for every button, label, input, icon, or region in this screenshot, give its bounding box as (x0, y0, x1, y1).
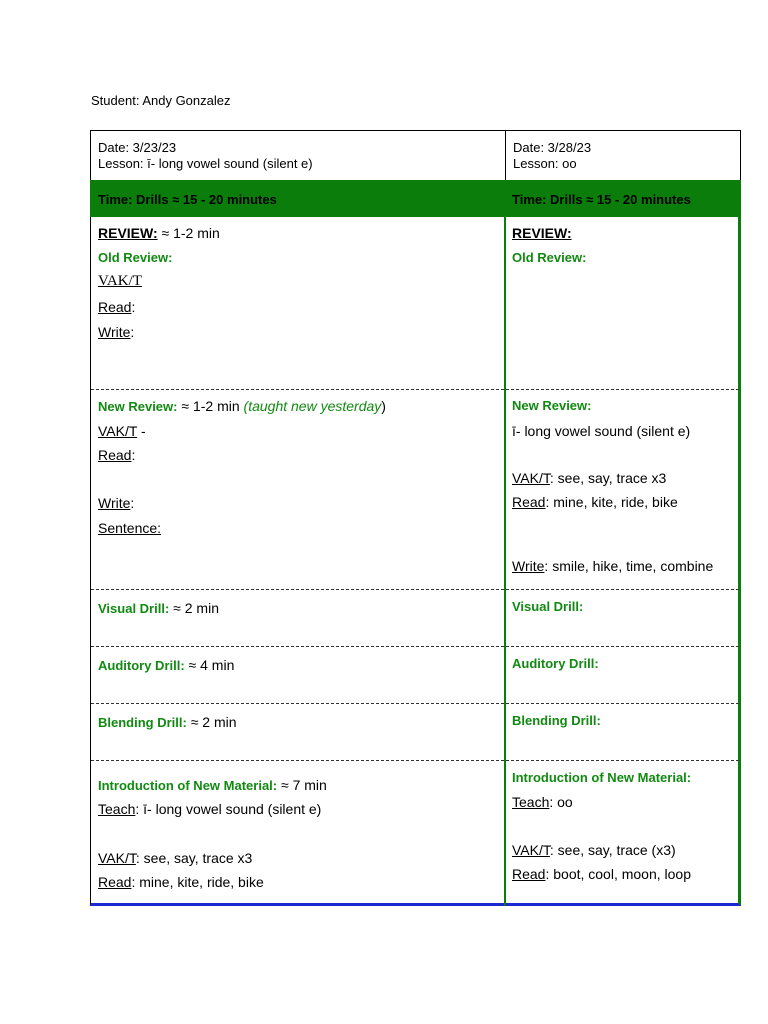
nr-read-label-right: Read (512, 494, 546, 510)
intro-read-row-right (512, 866, 691, 882)
auditory-drill-label-right: Auditory Drill: (512, 656, 599, 671)
nr-write-label: Write (98, 495, 131, 511)
time-bar (90, 180, 741, 217)
date-left: Date: 3/23/23 (98, 140, 177, 155)
read-row (98, 299, 135, 315)
row-divider (91, 589, 739, 590)
intro-vakt-row-left (98, 850, 252, 866)
intro-label: Introduction of New Material: (98, 778, 278, 793)
visual-drill-left (98, 600, 219, 616)
intro-label-right: Introduction of New Material: (512, 770, 692, 785)
intro-vakt-value-right: : see, say, trace (x3) (549, 842, 676, 858)
nr-vakt-label: VAK/T (98, 423, 138, 439)
teach-label-right: Teach (512, 794, 550, 810)
teach-row-left (98, 801, 321, 817)
row-divider (91, 703, 739, 704)
time-bar-right: Time: Drills ≈ 15 - 20 minutes (512, 192, 691, 207)
intro-read-label: Read (98, 874, 132, 890)
lesson-right: Lesson: oo (513, 156, 577, 171)
lesson-header-right (505, 130, 741, 180)
blending-drill-time: ≈ 2 min (186, 714, 237, 730)
new-review-time: ≈ 1-2 min (177, 398, 244, 414)
blending-drill-left (98, 714, 237, 730)
intro-vakt-row-right (512, 842, 676, 858)
date-right: Date: 3/28/23 (513, 140, 592, 155)
teach-value-right: : oo (549, 794, 573, 810)
read-suffix: : (131, 299, 136, 315)
nr-read-row (98, 447, 135, 463)
write-suffix: : (130, 324, 135, 340)
vakt-label: VAK/T (98, 273, 142, 289)
visual-drill-label-right: Visual Drill: (512, 599, 584, 614)
intro-read-value-right: : boot, cool, moon, loop (545, 866, 692, 882)
new-review-note: (taught new yesterday (243, 398, 382, 414)
time-bar-left: Time: Drills ≈ 15 - 20 minutes (98, 192, 277, 207)
lesson-left: Lesson: ī- long vowel sound (silent e) (98, 156, 313, 171)
visual-drill-time: ≈ 2 min (169, 600, 219, 616)
auditory-drill-left (98, 657, 234, 673)
nr-vakt-suffix: - (137, 423, 146, 439)
nr-write-row-right (512, 558, 713, 574)
blending-drill-label-right: Blending Drill: (512, 713, 601, 728)
visual-drill-label: Visual Drill: (98, 601, 170, 616)
student-name: Student: Andy Gonzalez (91, 93, 231, 108)
blending-drill-label: Blending Drill: (98, 715, 187, 730)
new-review-label-right: New Review: (512, 398, 592, 413)
nr-write-suffix: : (130, 495, 135, 511)
intro-vakt-label-right: VAK/T (512, 842, 550, 858)
nr-read-value-right: : mine, kite, ride, bike (545, 494, 678, 510)
new-review-label: New Review: (98, 399, 178, 414)
auditory-drill-time: ≈ 4 min (184, 657, 235, 673)
intro-read-value: : mine, kite, ride, bike (131, 874, 264, 890)
row-divider (91, 646, 739, 647)
nr-read-label: Read (98, 447, 132, 463)
intro-vakt-value: : see, say, trace x3 (135, 850, 253, 866)
intro-time: ≈ 7 min (277, 777, 327, 793)
write-label: Write (98, 324, 131, 340)
column-divider (504, 180, 506, 906)
intro-vakt-label: VAK/T (98, 850, 136, 866)
teach-label: Teach (98, 801, 136, 817)
review-row-left (98, 225, 220, 241)
intro-read-label-right: Read (512, 866, 546, 882)
teach-row-right (512, 794, 573, 810)
review-heading-right: REVIEW: (512, 225, 572, 241)
nr-vakt-label-right: VAK/T (512, 470, 550, 486)
nr-read-suffix: : (131, 447, 136, 463)
write-row (98, 324, 134, 340)
review-heading: REVIEW: (98, 225, 158, 241)
auditory-drill-label: Auditory Drill: (98, 658, 185, 673)
lesson-header-left (90, 130, 505, 180)
intro-row-left (98, 777, 327, 793)
review-time: ≈ 1-2 min (157, 225, 220, 241)
nr-write-row (98, 495, 134, 511)
row-divider (91, 760, 739, 761)
row-divider (91, 389, 739, 390)
teach-value: : ī- long vowel sound (silent e) (135, 801, 322, 817)
old-review-label: Old Review: (98, 250, 173, 265)
nr-vakt-row-right (512, 470, 666, 486)
read-label: Read (98, 299, 132, 315)
new-review-row-left (98, 398, 386, 414)
nr-vakt-row (98, 423, 146, 439)
old-review-label-right: Old Review: (512, 250, 587, 265)
nr-write-value-right: : smile, hike, time, combine (544, 558, 714, 574)
nr-read-row-right (512, 494, 678, 510)
new-review-close: ) (381, 398, 386, 414)
nr-vakt-value-right: : see, say, trace x3 (549, 470, 667, 486)
intro-read-row-left (98, 874, 264, 890)
nr-sound-right: ī- long vowel sound (silent e) (512, 423, 691, 439)
nr-write-label-right: Write (512, 558, 545, 574)
nr-sentence-label: Sentence: (98, 520, 162, 536)
